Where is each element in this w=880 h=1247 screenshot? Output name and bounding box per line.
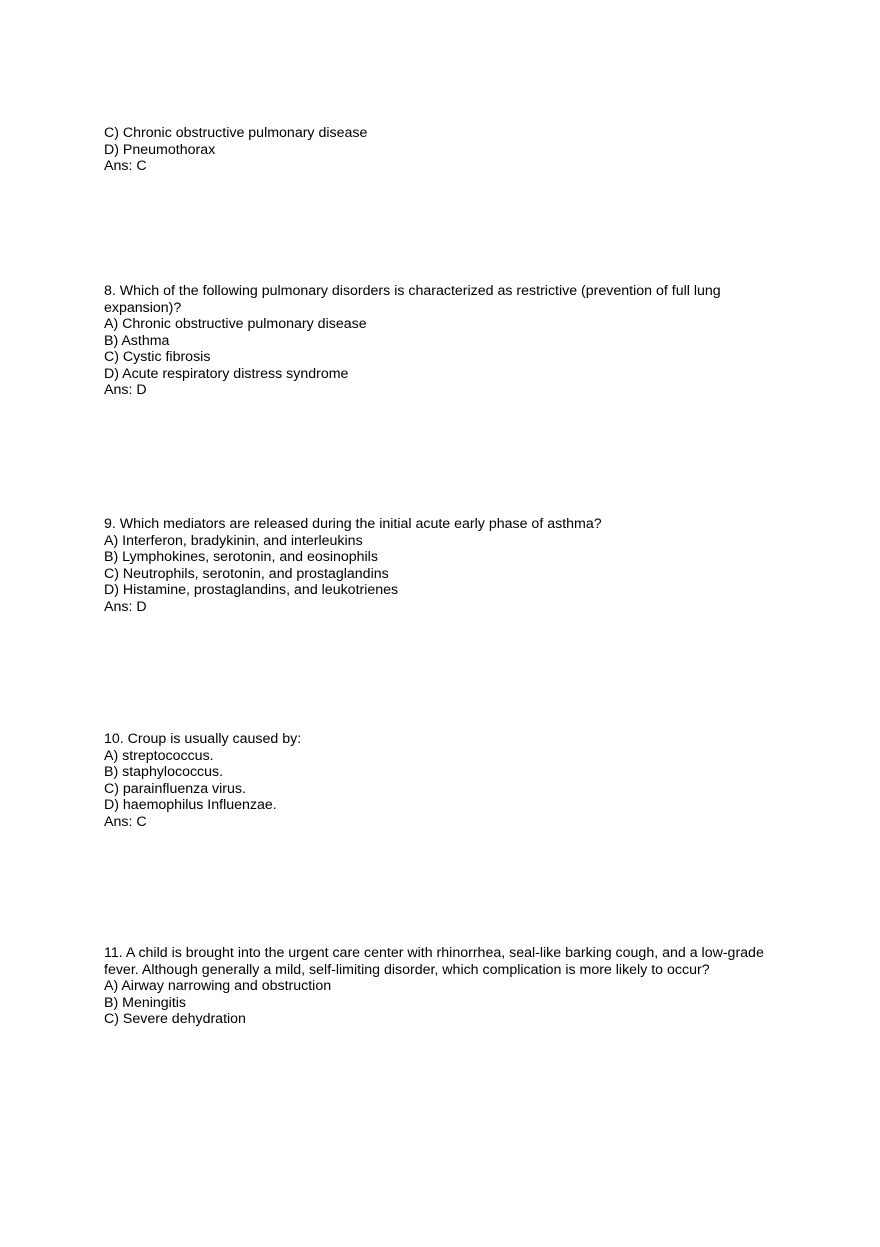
- question-text: 8. Which of the following pulmonary disorders is characterized as restrictive (prevention of full lung: [104, 283, 721, 299]
- question-7-continuation: [104, 125, 794, 175]
- option-b: B) Meningitis: [104, 994, 187, 1011]
- question-11: [104, 945, 794, 1028]
- question-8: [104, 283, 794, 399]
- question-text-continued: fever. Although generally a mild, self-limiting disorder, which complication is more likely to occur?: [104, 961, 710, 978]
- option-b: B) Lymphokines, serotonin, and eosinophils: [104, 549, 378, 565]
- question-text: 9. Which mediators are released during the initial acute early phase of asthma?: [104, 516, 602, 532]
- option-c: C) Neutrophils, serotonin, and prostaglandins: [104, 565, 389, 582]
- question-text: 11. A child is brought into the urgent care center with rhinorrhea, seal-like barking cough, and a low-grade: [104, 945, 764, 961]
- option-a: A) Interferon, bradykinin, and interleukins: [104, 532, 363, 549]
- option-b: B) staphylococcus.: [104, 764, 224, 780]
- option-c: C) parainfluenza virus.: [104, 780, 246, 797]
- answer: Ans: C: [104, 158, 147, 174]
- option-d: D) Acute respiratory distress syndrome: [104, 365, 349, 382]
- option-c: C) Severe dehydration: [104, 1011, 246, 1027]
- question-text: 10. Croup is usually caused by:: [104, 731, 302, 747]
- option-c: C) Chronic obstructive pulmonary disease: [104, 125, 368, 141]
- option-d: D) Pneumothorax: [104, 141, 216, 158]
- answer: Ans: D: [104, 382, 147, 398]
- question-9: [104, 516, 794, 615]
- question-10: [104, 731, 794, 830]
- option-a: A) streptococcus.: [104, 747, 214, 764]
- option-c: C) Cystic fibrosis: [104, 349, 211, 365]
- answer: Ans: C: [104, 813, 147, 830]
- option-a: A) Chronic obstructive pulmonary disease: [104, 316, 367, 332]
- question-text-continued: expansion)?: [104, 299, 182, 316]
- option-d: D) haemophilus Influenzae.: [104, 797, 277, 813]
- answer: Ans: D: [104, 598, 147, 615]
- option-a: A) Airway narrowing and obstruction: [104, 978, 332, 994]
- option-d: D) Histamine, prostaglandins, and leukotrienes: [104, 582, 399, 598]
- option-b: B) Asthma: [104, 332, 170, 349]
